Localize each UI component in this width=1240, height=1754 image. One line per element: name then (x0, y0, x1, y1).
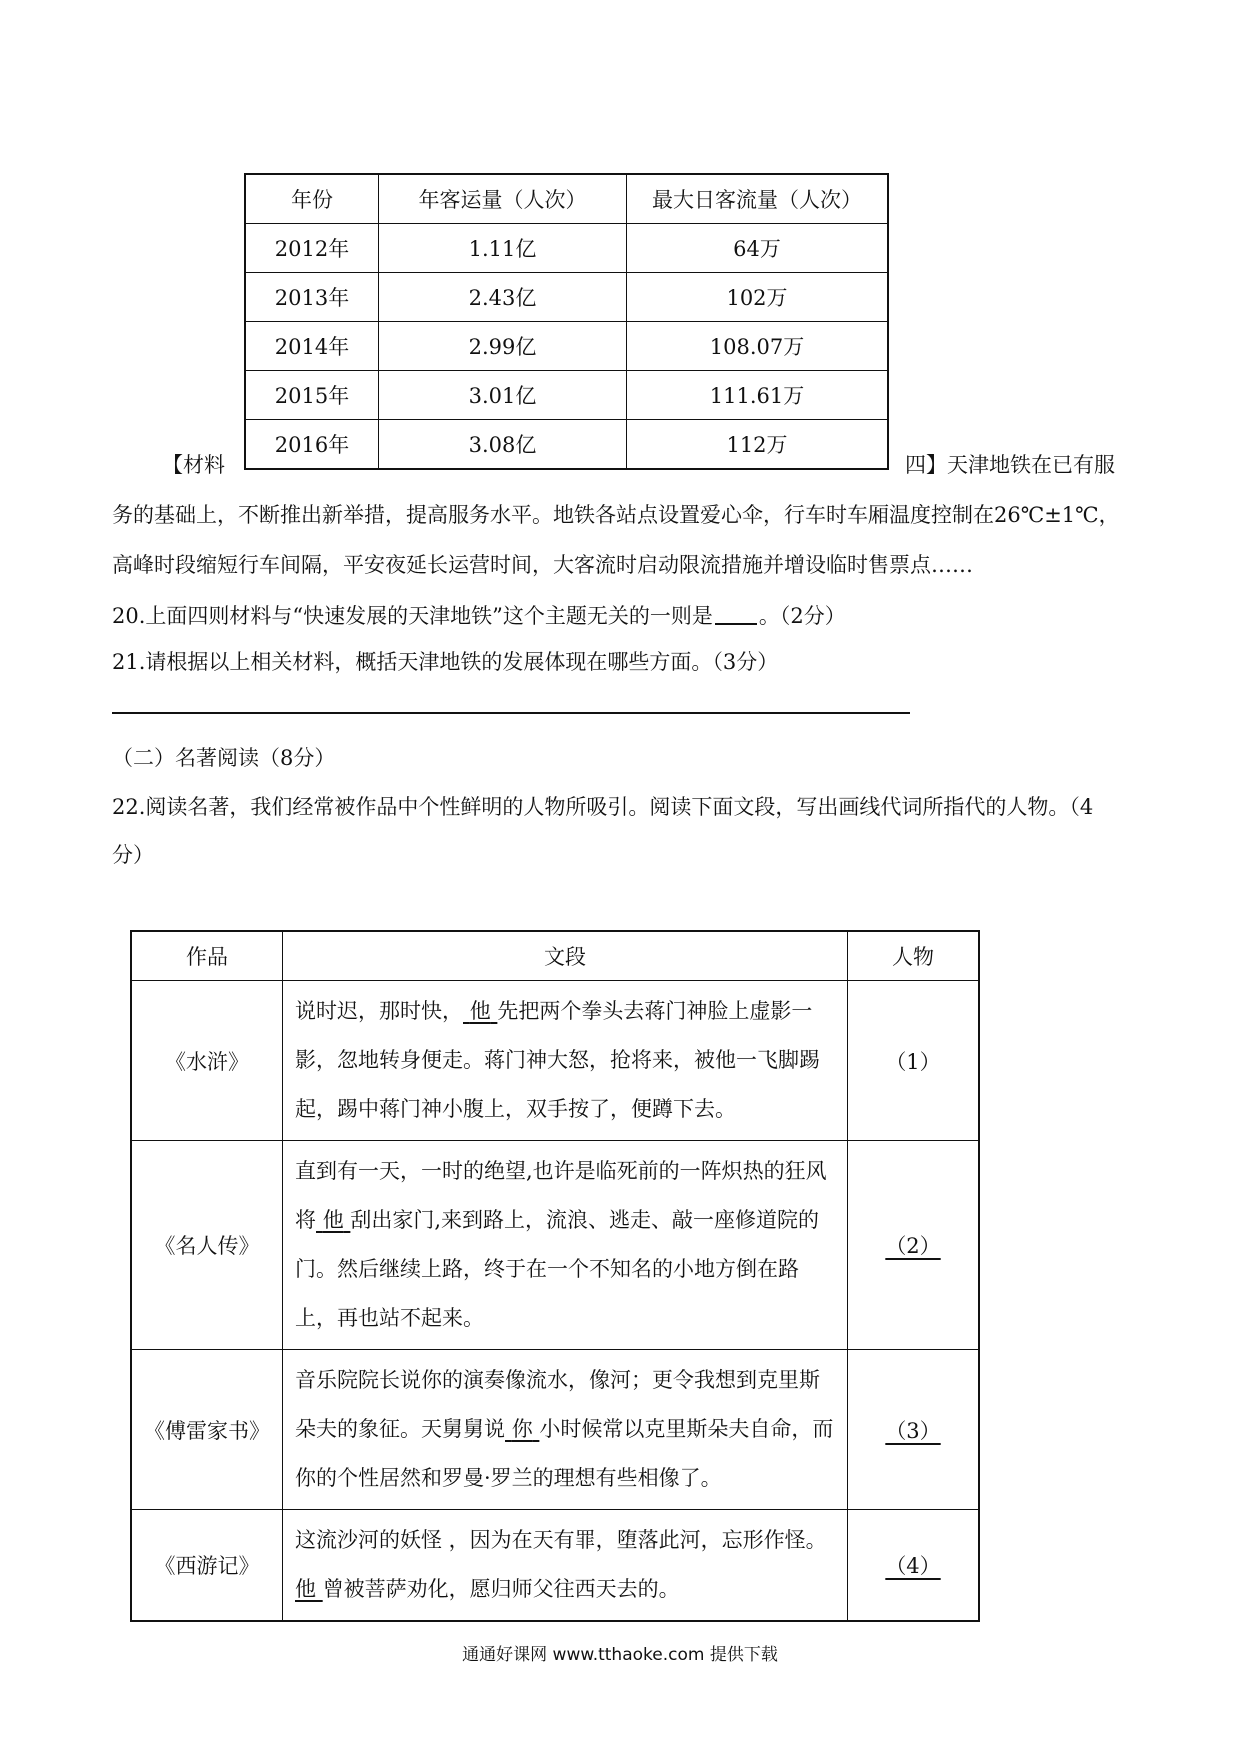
year-cell: 2012年 (245, 224, 379, 273)
table-row (131, 1350, 979, 1510)
passage (283, 1141, 848, 1350)
material4-line2: 务的基础上，不断推出新举措，提高服务水平。地铁各站点设置爱心伞，行车时车厢温度控制在26℃±1℃， (112, 503, 1120, 527)
annual-cell: 3.01亿 (379, 371, 627, 420)
answer-line[interactable] (112, 712, 910, 714)
annual-cell: 2.43亿 (379, 273, 627, 322)
passage-text: 曾被菩萨劝化，愿归师父往西天去的。 (322, 1577, 680, 1601)
table-row (245, 420, 888, 470)
daily-cell: 111.61万 (627, 371, 889, 420)
year-cell: 2016年 (245, 420, 379, 470)
page-footer[interactable]: 通通好课网 www.tthaoke.com 提供下载 (462, 1645, 778, 1665)
daily-cell: 112万 (627, 420, 889, 470)
passage (283, 981, 848, 1141)
underlined-pronoun: 你 (511, 1417, 533, 1441)
work-title: 《傅雷家书》 (131, 1350, 283, 1510)
year-cell: 2014年 (245, 322, 379, 371)
table-row (131, 1141, 979, 1350)
answer-blank[interactable] (715, 603, 757, 625)
passage-text: 这流沙河的妖怪 ，因为在天有罪，堕落此河，忘形作怪。 (295, 1528, 827, 1552)
header-work: 作品 (131, 931, 283, 981)
person-blank[interactable]: （4） (848, 1510, 980, 1622)
header-year: 年份 (245, 174, 379, 224)
table-row (245, 371, 888, 420)
table-row (245, 273, 888, 322)
daily-cell: 102万 (627, 273, 889, 322)
table-header-row (245, 174, 888, 224)
passage (283, 1510, 848, 1622)
table-row (245, 224, 888, 273)
daily-cell: 64万 (627, 224, 889, 273)
header-max-daily-flow: 最大日客流量（人次） (627, 174, 889, 224)
question-20 (112, 603, 846, 627)
annual-cell: 1.11亿 (379, 224, 627, 273)
underlined-pronoun: 他 (469, 999, 491, 1023)
annual-cell: 3.08亿 (379, 420, 627, 470)
passage-text: 先把两个拳头去蒋门神脸上虚影一影，忽地转身便走。蒋门神大怒，抢将来，被他一飞脚踢起，踢中蒋门神小腹上，双手按了，便蹲下去。 (295, 999, 820, 1121)
table-header-row (131, 931, 979, 981)
person-blank[interactable]: （3） (848, 1350, 980, 1510)
classics-reading-table (130, 930, 980, 1622)
section-title: （二）名著阅读（8分） (112, 746, 336, 770)
material4-line3: 高峰时段缩短行车间隔，平安夜延长运营时间，大客流时启动限流措施并增设临时售票点…… (112, 553, 973, 577)
passage (283, 1350, 848, 1510)
question-21: 21.请根据以上相关材料，概括天津地铁的发展体现在哪些方面。（3分） (112, 650, 779, 674)
person-blank[interactable]: （1） (848, 981, 980, 1141)
work-title: 《名人传》 (131, 1141, 283, 1350)
person-blank[interactable]: （2） (848, 1141, 980, 1350)
table-row (245, 322, 888, 371)
passage-text: 直到有一天，一时的绝望,也许是临死前的一阵炽热的狂风将 (295, 1159, 827, 1232)
material4-suffix: 四】天津地铁在已有服 (905, 453, 1115, 477)
passage-text: 刮出家门,来到路上，流浪、逃走、敲一座修道院的门。然后继续上路，终于在一个不知名的小地方倒在路上，再也站不起来。 (295, 1208, 820, 1330)
year-cell: 2015年 (245, 371, 379, 420)
passage-text: 音乐院院长说你的演奏像流水，像河；更令我想到克里斯朵夫的象征。天舅舅说 (295, 1368, 820, 1441)
metro-ridership-table (244, 173, 889, 470)
question-22-line2: 分） (112, 843, 154, 867)
header-annual-ridership: 年客运量（人次） (379, 174, 627, 224)
passage-text: 说时迟，那时快， (295, 999, 463, 1023)
underlined-pronoun: 他 (295, 1577, 316, 1601)
question-22-line1: 22.阅读名著，我们经常被作品中个性鲜明的人物所吸引。阅读下面文段，写出画线代词所指代的人物。（4 (112, 795, 1094, 819)
question-20-text: 20.上面四则材料与“快速发展的天津地铁”这个主题无关的一则是 (112, 604, 713, 628)
table-row (131, 981, 979, 1141)
underlined-pronoun: 他 (322, 1208, 344, 1232)
passage-text: 小时候常以克里斯朵夫自命，而你的个性居然和罗曼·罗兰的理想有些相像了。 (295, 1417, 834, 1490)
table-row (131, 1510, 979, 1622)
daily-cell: 108.07万 (627, 322, 889, 371)
year-cell: 2013年 (245, 273, 379, 322)
annual-cell: 2.99亿 (379, 322, 627, 371)
work-title: 《西游记》 (131, 1510, 283, 1622)
header-passage: 文段 (283, 931, 848, 981)
header-person: 人物 (848, 931, 980, 981)
work-title: 《水浒》 (131, 981, 283, 1141)
material4-prefix: 【材料 (162, 453, 225, 477)
question-20-score: 。（2分） (758, 604, 846, 628)
